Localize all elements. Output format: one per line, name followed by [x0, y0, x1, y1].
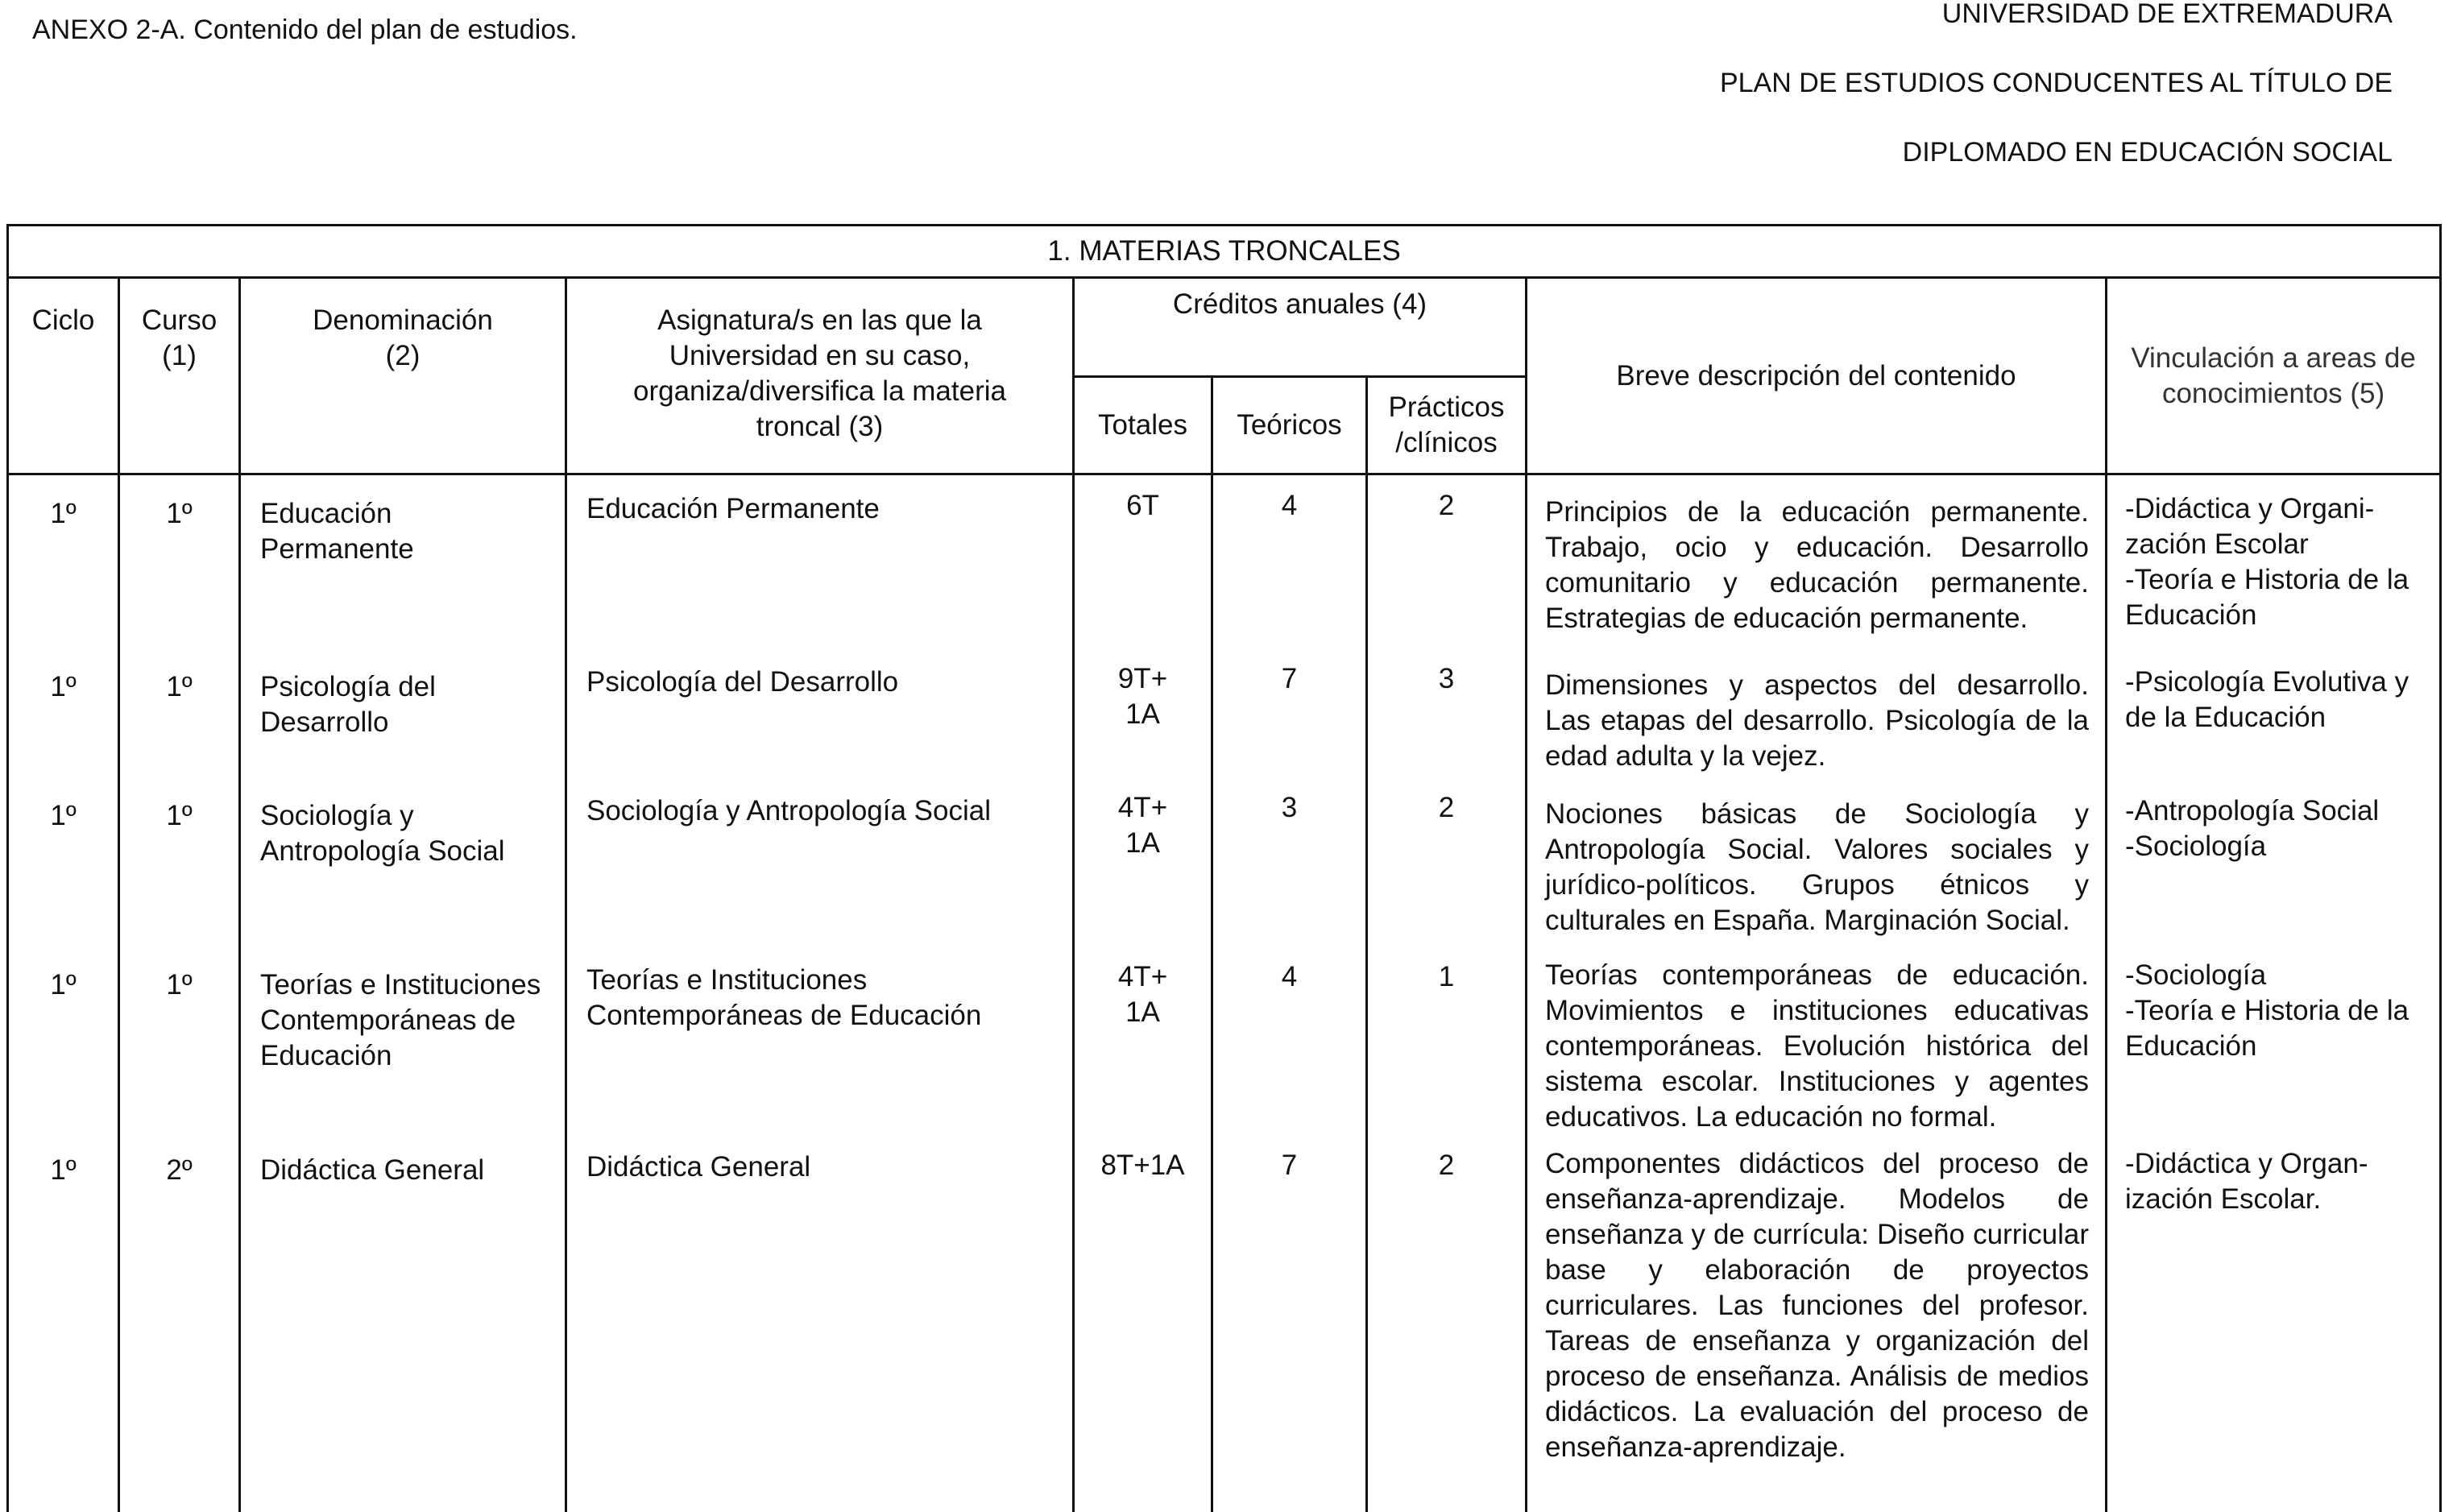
cell-teoricos: 4 [1212, 947, 1367, 1145]
cell-descripcion: Componentes didácticos del proceso de enseñanza-aprendizaje. Modelos de enseñanza y de currícula: Diseño curricular base y elaboración de proyectos curriculares. Las funciones del profesor. Tareas de enseñanza y organización del proceso de enseñanza. Análisis de medios didácticos. La evaluación del proceso de enseñanza-aprendizaje. [1527, 1145, 2107, 1512]
cell-denominacion: Educación Permanente [240, 474, 566, 648]
col-header-totales: Totales [1074, 377, 1212, 474]
cell-denominacion: Teorías e Instituciones Contemporáneas de Educación [240, 947, 566, 1145]
cell-asignatura: Educación Permanente [566, 474, 1074, 648]
cell-teoricos: 7 [1212, 648, 1367, 777]
area-item: -Didáctica y Organi-zación Escolar [2125, 493, 2375, 560]
cell-descripcion: Dimensiones y aspectos del desarrollo. Las etapas del desarrollo. Psicología de la edad adulta y la vejez. [1527, 648, 2107, 777]
table-row [8, 474, 2441, 648]
col-header-ciclo: Ciclo [8, 278, 119, 474]
university-name: UNIVERSIDAD DE EXTREMADURA [1941, 0, 2393, 29]
cell-descripcion: Nociones básicas de Sociología y Antropología Social. Valores sociales y jurídico-políticos. Grupos étnicos y culturales en España. Marginación Social. [1527, 777, 2107, 947]
cell-ciclo: 1º [8, 648, 119, 777]
table-row [8, 1145, 2441, 1512]
cell-ciclo: 1º [8, 777, 119, 947]
cell-teoricos: 7 [1212, 1145, 1367, 1512]
area-item: -Psicología Evolutiva y de la Educación [2125, 665, 2409, 733]
col-header-descripcion: Breve descripción del contenido [1527, 278, 2107, 474]
cell-descripcion: Teorías contemporáneas de educación. Movimientos e instituciones educativas contemporáneas. Evolución histórica del sistema escolar. Instituciones y agentes educativos. La educación no formal. [1527, 947, 2107, 1145]
col-header-creditos: Créditos anuales (4) [1074, 278, 1527, 377]
cell-asignatura: Sociología y Antropología Social [566, 777, 1074, 947]
plan-title-line: PLAN DE ESTUDIOS CONDUCENTES AL TÍTULO DE [1719, 68, 2393, 98]
cell-areas [2107, 777, 2441, 947]
cell-practicos: 3 [1367, 648, 1527, 777]
cell-curso: 2º [119, 1145, 240, 1512]
cell-curso: 1º [119, 648, 240, 777]
table-title: 1. MATERIAS TRONCALES [8, 226, 2441, 278]
cell-curso: 1º [119, 777, 240, 947]
cell-denominacion: Psicología del Desarrollo [240, 648, 566, 777]
area-item: -Antropología Social [2125, 794, 2380, 826]
col-header-teoricos: Teóricos [1212, 377, 1367, 474]
cell-totales: 4T+ 1A [1074, 777, 1212, 947]
col-header-curso: Curso (1) [119, 278, 240, 474]
annex-heading: ANEXO 2-A. Contenido del plan de estudios. [32, 14, 578, 45]
cell-areas [2107, 648, 2441, 777]
cell-curso: 1º [119, 947, 240, 1145]
cell-totales: 4T+ 1A [1074, 947, 1212, 1145]
cell-practicos: 2 [1367, 1145, 1527, 1512]
cell-asignatura: Psicología del Desarrollo [566, 648, 1074, 777]
cell-asignatura: Didáctica General [566, 1145, 1074, 1512]
cell-practicos: 2 [1367, 777, 1527, 947]
cell-areas [2107, 474, 2441, 648]
cell-denominacion: Sociología y Antropología Social [240, 777, 566, 947]
cell-asignatura: Teorías e Instituciones Contemporáneas de Educación [566, 947, 1074, 1145]
cell-descripcion: Principios de la educación permanente. Trabajo, ocio y educación. Desarrollo comunitario y educación permanente. Estrategias de educación permanente. [1527, 474, 2107, 648]
area-item: -Sociología [2125, 830, 2267, 862]
cell-teoricos: 3 [1212, 777, 1367, 947]
cell-ciclo: 1º [8, 1145, 119, 1512]
table-row [8, 648, 2441, 777]
area-item: -Didáctica y Organ-ización Escolar. [2125, 1147, 2368, 1215]
cell-totales: 6T [1074, 474, 1212, 648]
cell-ciclo: 1º [8, 947, 119, 1145]
col-header-vinculacion: Vinculación a areas de conocimientos (5) [2107, 278, 2441, 474]
col-header-asignaturas: Asignatura/s en las que la Universidad en su caso, organiza/diversifica la materia troncal (3) [566, 278, 1074, 474]
area-item: -Teoría e Historia de la Educación [2125, 564, 2409, 631]
cell-areas [2107, 947, 2441, 1145]
table-row [8, 947, 2441, 1145]
cell-areas [2107, 1145, 2441, 1512]
cell-ciclo: 1º [8, 474, 119, 648]
cell-practicos: 1 [1367, 947, 1527, 1145]
degree-title-line: DIPLOMADO EN EDUCACIÓN SOCIAL [1902, 137, 2393, 168]
col-header-denominacion: Denominación (2) [240, 278, 566, 474]
cell-totales: 8T+1A [1074, 1145, 1212, 1512]
area-item: -Teoría e Historia de la Educación [2125, 994, 2409, 1062]
materias-troncales-table [6, 224, 2442, 1512]
col-header-practicos: Prácticos /clínicos [1367, 377, 1527, 474]
cell-curso: 1º [119, 474, 240, 648]
area-item: -Sociología [2125, 959, 2267, 991]
cell-totales: 9T+ 1A [1074, 648, 1212, 777]
cell-practicos: 2 [1367, 474, 1527, 648]
cell-teoricos: 4 [1212, 474, 1367, 648]
cell-denominacion: Didáctica General [240, 1145, 566, 1512]
table-row [8, 777, 2441, 947]
